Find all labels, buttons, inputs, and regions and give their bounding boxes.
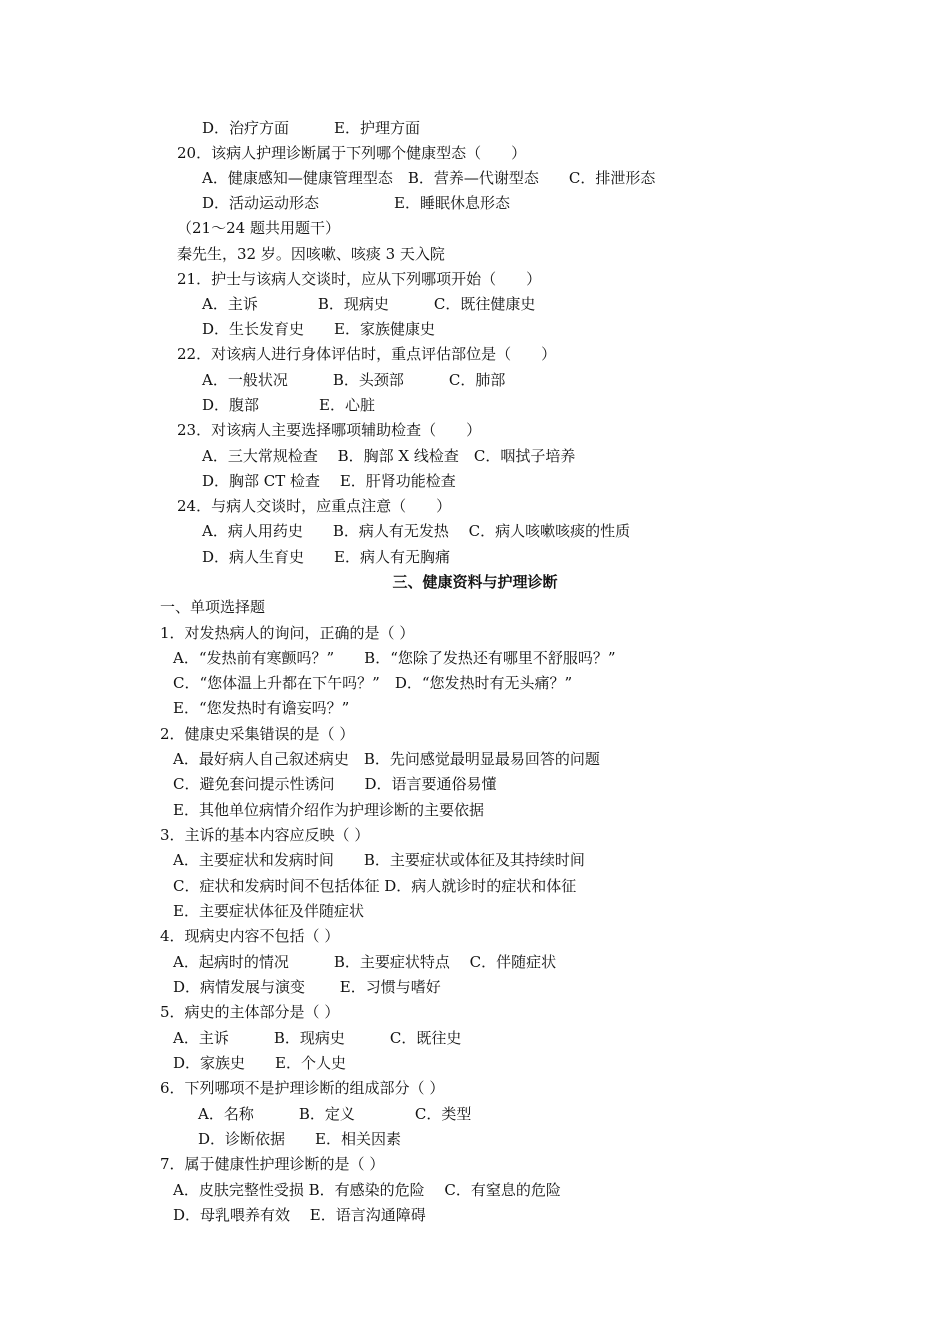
s1-q4-stem: 4．现病史内容不包括（ ） [160,927,340,945]
q24-options-d-e: D．病人生育史 E．病人有无胸痛 [202,548,450,566]
s1-q2-options-a-b: A．最好病人自己叙述病史 B．先问感觉最明显最易回答的问题 [173,750,600,768]
q23-options-d-e: D．胸部 CT 检查 E．肝肾功能检查 [202,472,456,490]
q20-options-d-e: D．活动运动形态 E．睡眠休息形态 [202,194,510,212]
s1-q3-stem: 3．主诉的基本内容应反映（ ） [160,826,370,844]
q21-options-d-e: D．生长发育史 E．家族健康史 [202,320,435,338]
s1-q3-options-a-b: A．主要症状和发病时间 B．主要症状或体征及其持续时间 [173,851,585,869]
s1-q5-stem: 5．病史的主体部分是（ ） [160,1003,340,1021]
s1-q7-options-a-c: A．皮肤完整性受损 B．有感染的危险 C．有窒息的危险 [173,1181,561,1199]
s1-q2-stem: 2．健康史采集错误的是（ ） [160,725,355,743]
q23-options-a-c: A．三大常规检查 B．胸部 X 线检查 C．咽拭子培养 [202,447,576,465]
s1-q3-options-c-d: C．症状和发病时间不包括体征 D．病人就诊时的症状和体征 [173,877,577,895]
q24-options-a-c: A．病人用药史 B．病人有无发热 C．病人咳嗽咳痰的性质 [202,522,631,540]
s1-q4-options-d-e: D．病情发展与演变 E．习惯与嗜好 [173,978,441,996]
s1-q6-options-a-c: A．名称 B．定义 C．类型 [198,1105,472,1123]
shared-stem-case: 秦先生，32 岁。因咳嗽、咳痰 3 天入院 [177,245,445,263]
q22-options-d-e: D．腹部 E．心脏 [202,396,375,414]
q23-stem: 23．对该病人主要选择哪项辅助检查（ ） [177,421,482,439]
s1-q1-stem: 1．对发热病人的询问，正确的是（ ） [160,624,415,642]
s1-q2-option-e: E．其他单位病情介绍作为护理诊断的主要依据 [173,801,484,819]
s1-q5-options-d-e: D．家族史 E．个人史 [173,1054,346,1072]
q20-options-a-c: A．健康感知—健康管理型态 B．营养—代谢型态 C．排泄形态 [202,169,656,187]
q19-options-d-e: D．治疗方面 E．护理方面 [202,119,420,137]
s1-q6-stem: 6．下列哪项不是护理诊断的组成部分（ ） [160,1079,445,1097]
section-heading: 三、健康资料与护理诊断 [392,573,558,591]
q22-options-a-c: A．一般状况 B．头颈部 C．肺部 [202,371,506,389]
shared-stem-note: （21～24 题共用题干） [177,219,340,237]
s1-q7-options-d-e: D．母乳喂养有效 E．语言沟通障碍 [173,1206,426,1224]
s1-q2-options-c-d: C．避免套问提示性诱问 D．语言要通俗易懂 [173,775,497,793]
q21-options-a-c: A．主诉 B．现病史 C．既往健康史 [202,295,536,313]
s1-q4-options-a-c: A．起病时的情况 B．主要症状特点 C．伴随症状 [173,953,557,971]
s1-q7-stem: 7．属于健康性护理诊断的是（ ） [160,1155,385,1173]
s1-q5-options-a-c: A．主诉 B．现病史 C．既往史 [173,1029,462,1047]
s1-q1-options-c-d: C．“您体温上升都在下午吗？” D．“您发热时有无头痛？” [173,674,573,692]
s1-q3-option-e: E．主要症状体征及伴随症状 [173,902,364,920]
q24-stem: 24．与病人交谈时，应重点注意（ ） [177,497,452,515]
q20-stem: 20．该病人护理诊断属于下列哪个健康型态（ ） [177,144,527,162]
subsection-heading: 一、单项选择题 [160,598,266,616]
s1-q6-options-d-e: D．诊断依据 E．相关因素 [198,1130,401,1148]
q22-stem: 22．对该病人进行身体评估时，重点评估部位是（ ） [177,345,557,363]
s1-q1-option-e: E．“您发热时有谵妄吗？” [173,699,350,717]
s1-q1-options-a-b: A．“发热前有寒颤吗？” B．“您除了发热还有哪里不舒服吗？” [173,649,616,667]
q21-stem: 21．护士与该病人交谈时，应从下列哪项开始（ ） [177,270,542,288]
